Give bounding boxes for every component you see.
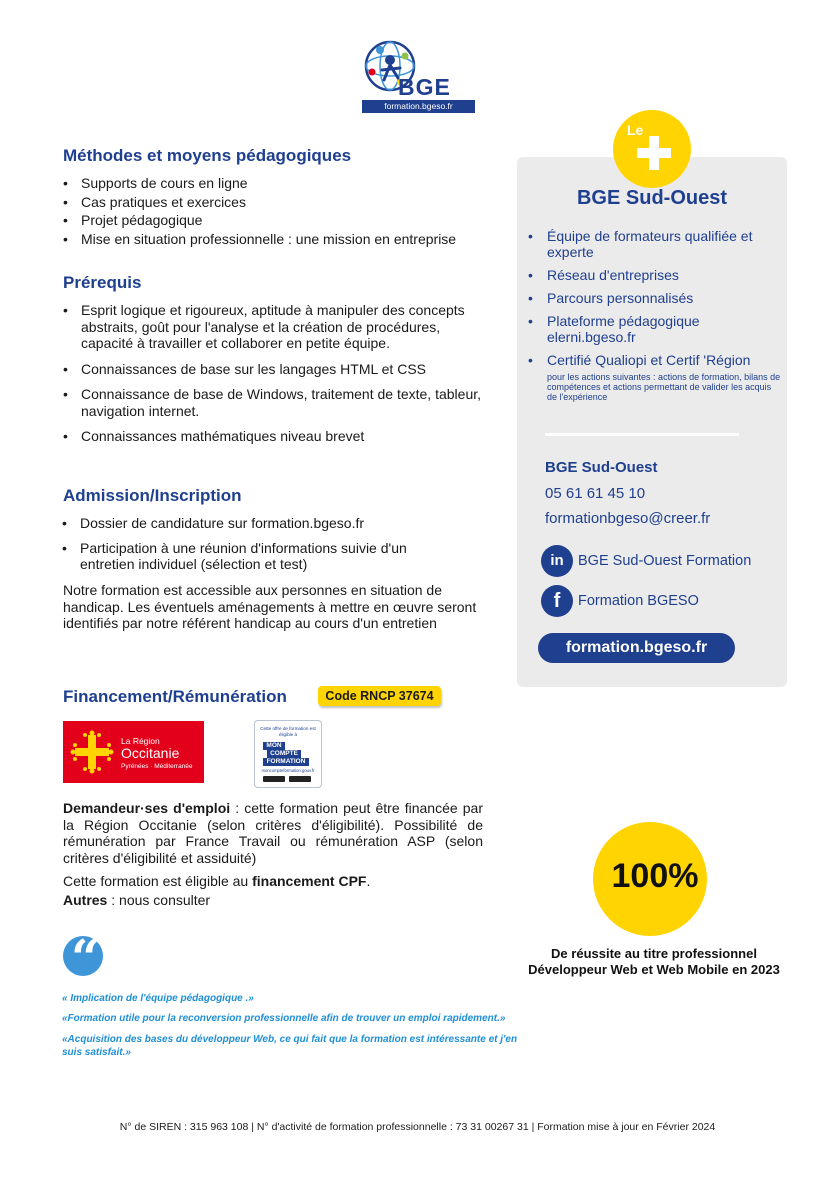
cpf-text: Cette formation est éligible au: [63, 873, 253, 889]
contact-phone[interactable]: 05 61 61 45 10: [545, 485, 646, 502]
facebook-icon[interactable]: f: [541, 585, 573, 617]
occitanie-line2: Occitanie: [121, 745, 180, 761]
testimonial-quote: « Implication de l'équipe pédagogique .»: [62, 993, 254, 1004]
panel-title: BGE Sud-Ouest: [576, 187, 727, 209]
panel-item: • Réseau d'entreprises: [528, 267, 778, 283]
list-item: • Participation à une réunion d'informations suivie d'un entretien individuel (sélection et test): [62, 540, 462, 573]
quote-icon: [63, 928, 103, 987]
success-rate-caption: De réussite au titre professionnel Développeur Web et Web Mobile en 2023: [528, 946, 780, 977]
mcf-word2: COMPTE: [267, 750, 301, 758]
region-occitanie-logo: [63, 721, 204, 783]
list-item: • Connaissances mathématiques niveau brevet: [63, 428, 483, 445]
admission-list: [62, 515, 462, 573]
panel-item: • Équipe de formateurs qualifiée et experte: [528, 228, 778, 260]
contact-email[interactable]: formationbgeso@creer.fr: [545, 510, 711, 527]
admission-title: Admission/Inscription: [63, 486, 242, 505]
mon-compte-formation-logo: [254, 720, 322, 788]
app-store-badge-icon: [263, 776, 285, 782]
list-item: • Connaissances de base sur les langages HTML et CSS: [63, 361, 483, 378]
cpf-paragraph: [63, 873, 483, 890]
certif-note: pour les actions suivantes : actions de formation, bilans de compétences et actions permettant de valider les acquis de l'expérience: [547, 372, 781, 402]
list-item: • Cas pratiques et exercices: [63, 193, 503, 212]
prerequis-title: Prérequis: [63, 273, 142, 292]
mcf-url: moncompteformation.gouv.fr: [261, 768, 315, 773]
autres-text: : nous consulter: [107, 892, 211, 908]
demandeurs-label: Demandeur·ses d'emploi: [63, 800, 231, 816]
demandeurs-text: : cette formation peut être financée par la Région Occitanie (selon critères d'éligibilité). Possibilité de rémunération par France Travail ou rémunération ASP (selon critères d'éligibilité et assiduité): [63, 800, 483, 866]
logo-brand: BGE: [398, 74, 451, 100]
financement-title: Financement/Rémunération: [63, 687, 287, 706]
facebook-link[interactable]: Formation BGESO: [578, 593, 699, 609]
cpf-label: financement CPF: [252, 873, 367, 889]
prerequis-list: [63, 302, 483, 445]
list-item: • Supports de cours en ligne: [63, 174, 503, 193]
panel-item: • Certifié Qualiopi et Certif 'Région: [528, 352, 778, 368]
panel-item: • Plateforme pédagogique elerni.bgeso.fr: [528, 313, 778, 345]
badge-le-text: Le: [627, 122, 644, 138]
mcf-word3: FORMATION: [263, 758, 309, 766]
cpf-end: .: [366, 873, 371, 889]
linkedin-link[interactable]: BGE Sud-Ouest Formation: [578, 553, 752, 569]
panel-divider: [545, 433, 739, 436]
mcf-eligible-text: Cette offre de formation est éligible à: [260, 726, 316, 737]
methodes-title: Méthodes et moyens pédagogiques: [63, 146, 352, 165]
bge-logo: [360, 38, 476, 114]
rncp-code-badge: Code RNCP 37674: [318, 686, 441, 706]
list-item: • Projet pédagogique: [63, 211, 503, 230]
list-item: • Esprit logique et rigoureux, aptitude à manipuler des concepts abstraits, goût pour l'analyse et la création de procédures, capacité à travailler et collaborer en petite équipe.: [63, 302, 483, 352]
methodes-list: [63, 174, 503, 248]
quote-glyph: “: [71, 928, 100, 987]
list-item: • Mise en situation professionnelle : une mission en entreprise: [63, 230, 503, 249]
logo-url: formation.bgeso.fr: [362, 100, 475, 113]
success-rate-value: 100%: [611, 857, 699, 895]
list-item: • Connaissance de base de Windows, traitement de texte, tableur, navigation internet.: [63, 386, 483, 419]
le-plus-badge: [613, 110, 691, 188]
list-item: • Dossier de candidature sur formation.bgeso.fr: [62, 515, 462, 532]
mcf-word1: MON: [263, 742, 285, 750]
contact-name: BGE Sud-Ouest: [545, 459, 658, 476]
occitan-cross-icon: [69, 729, 115, 775]
panel-list: [528, 228, 778, 368]
testimonial-quote: «Formation utile pour la reconversion professionnelle afin de trouver un emploi rapidement.»: [62, 1013, 506, 1024]
website-button[interactable]: formation.bgeso.fr: [538, 633, 735, 663]
demandeurs-paragraph: [63, 800, 483, 866]
handicap-note: Notre formation est accessible aux personnes en situation de handicap. Les éventuels aménagements à mettre en œuvre seront identifiés par notre référent handicap au cours d'un entretien: [63, 582, 477, 631]
occitanie-line3: Pyrénées · Méditerranée: [121, 763, 193, 770]
panel-item: • Parcours personnalisés: [528, 290, 778, 306]
autres-paragraph: [63, 892, 483, 909]
testimonial-quote: «Acquisition des bases du développeur Web, ce qui fait que la formation est intéressante et j'en suis satisfait.»: [62, 1034, 518, 1058]
footer-legal: N° de SIREN : 315 963 108 | N° d'activité de formation professionnelle : 73 31 00267 31 | Formation mise à jour en Février 2024: [119, 1121, 716, 1133]
occitanie-line1: La Région: [121, 736, 160, 746]
linkedin-icon[interactable]: in: [541, 545, 573, 577]
autres-label: Autres: [63, 892, 108, 908]
google-play-badge-icon: [289, 776, 311, 782]
